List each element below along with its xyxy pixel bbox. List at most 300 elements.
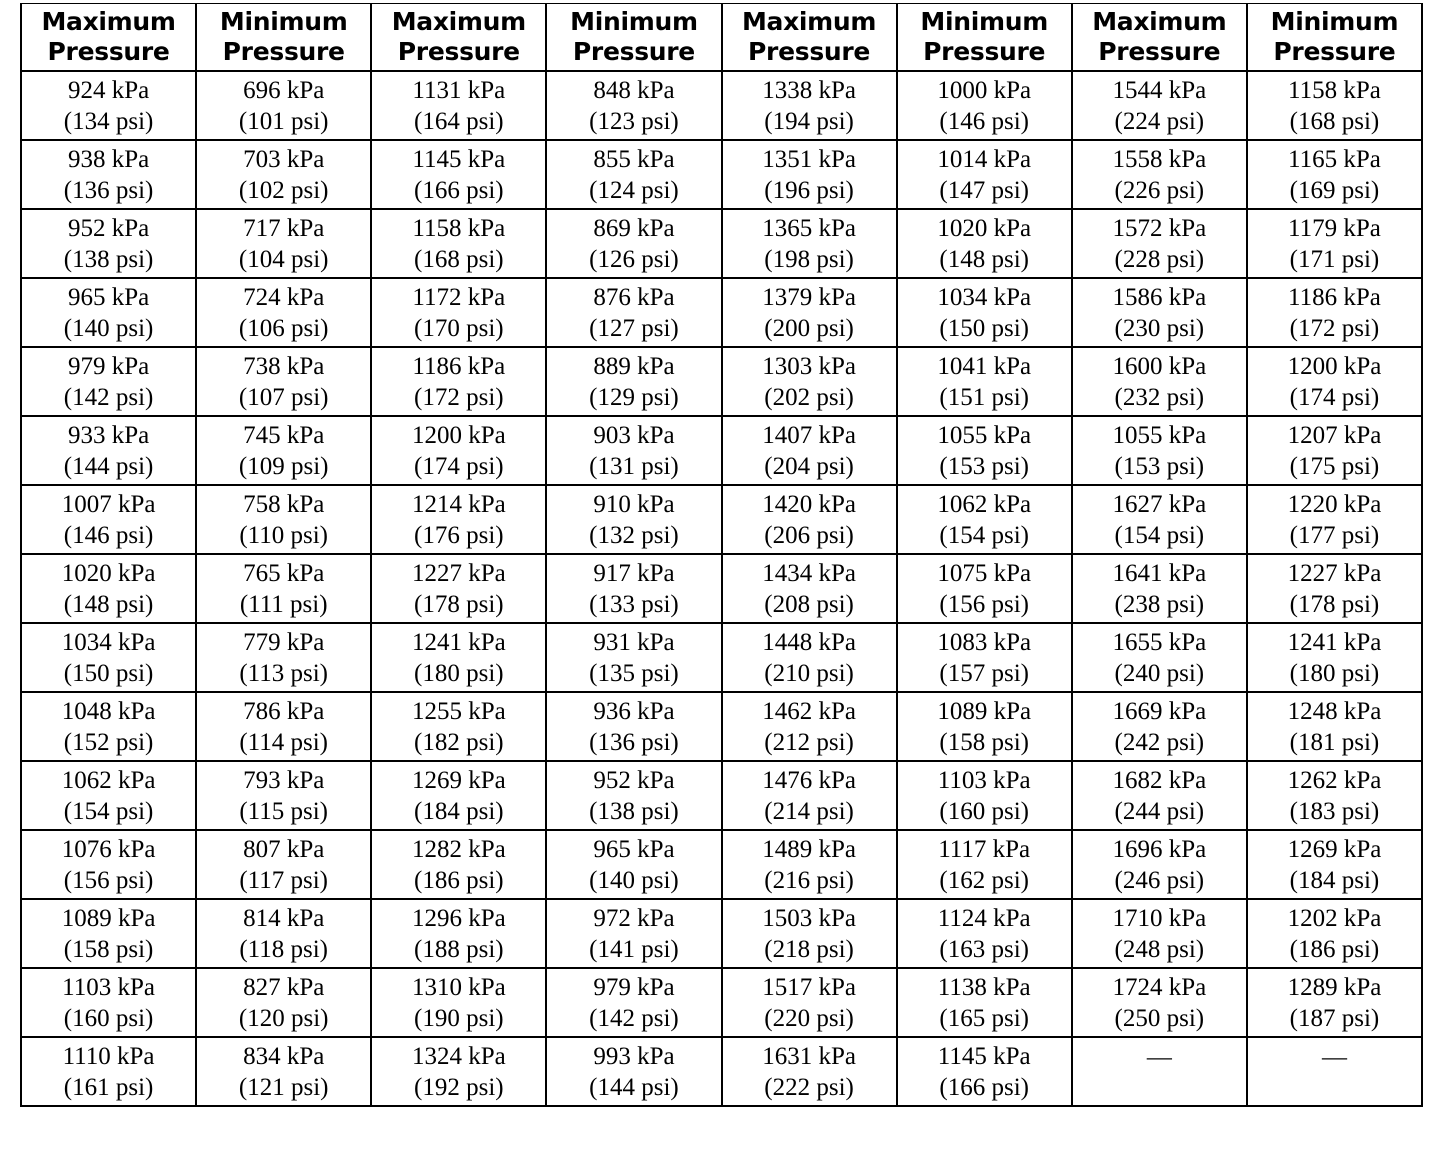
psi-value: (117 psi) — [239, 866, 329, 894]
kpa-value: 979 kPa — [593, 973, 675, 1001]
kpa-value: 814 kPa — [243, 904, 325, 932]
kpa-value: 1282 kPa — [411, 835, 506, 863]
psi-value: (160 psi) — [939, 797, 1029, 825]
kpa-value: 1696 kPa — [1112, 835, 1207, 863]
psi-value: (192 psi) — [414, 1073, 504, 1101]
kpa-value: 876 kPa — [593, 283, 675, 311]
psi-value: (138 psi) — [589, 797, 679, 825]
table-row — [21, 416, 1422, 485]
psi-value: (171 psi) — [1289, 245, 1380, 273]
kpa-value: 936 kPa — [593, 697, 675, 725]
table-row — [21, 554, 1422, 623]
table-cell — [21, 209, 196, 278]
kpa-value: 1572 kPa — [1112, 214, 1207, 242]
kpa-value: 1303 kPa — [762, 352, 856, 380]
table-cell — [371, 140, 546, 209]
table-cell — [546, 761, 721, 830]
kpa-value: 1062 kPa — [61, 766, 156, 794]
psi-value: (150 psi) — [63, 659, 154, 687]
psi-value: (162 psi) — [939, 866, 1029, 894]
kpa-value: 1075 kPa — [937, 559, 1032, 587]
kpa-value: 1489 kPa — [762, 835, 856, 863]
psi-value: (163 psi) — [939, 935, 1029, 963]
kpa-value: 1034 kPa — [937, 283, 1032, 311]
table-cell — [21, 71, 196, 140]
table-cell — [21, 554, 196, 623]
kpa-value: 1289 kPa — [1287, 973, 1382, 1001]
kpa-value: 848 kPa — [593, 76, 675, 104]
psi-value: (178 psi) — [1289, 590, 1380, 618]
psi-value: (186 psi) — [1289, 935, 1380, 963]
kpa-value: 1124 kPa — [937, 904, 1031, 932]
table-cell — [546, 416, 721, 485]
kpa-value: 1220 kPa — [1287, 490, 1382, 518]
table-cell — [722, 347, 897, 416]
kpa-value: 696 kPa — [243, 76, 325, 104]
table-cell — [196, 485, 371, 554]
table-cell — [546, 1037, 721, 1106]
table-cell — [1247, 71, 1422, 140]
psi-value: (134 psi) — [63, 107, 154, 135]
kpa-value: 1034 kPa — [61, 628, 156, 656]
table-cell — [196, 140, 371, 209]
table-cell — [722, 899, 897, 968]
table-cell — [196, 347, 371, 416]
table-cell — [196, 761, 371, 830]
table-cell — [722, 416, 897, 485]
pressure-table — [20, 3, 1423, 1107]
table-cell — [1072, 140, 1247, 209]
table-cell — [21, 347, 196, 416]
psi-value: (248 psi) — [1114, 935, 1205, 963]
kpa-value: 1062 kPa — [937, 490, 1032, 518]
table-cell — [21, 416, 196, 485]
psi-value: (144 psi) — [589, 1073, 679, 1101]
psi-value: (104 psi) — [238, 245, 329, 273]
kpa-value: 1627 kPa — [1112, 490, 1207, 518]
table-cell — [546, 485, 721, 554]
table-cell — [21, 485, 196, 554]
kpa-value: 965 kPa — [593, 835, 675, 863]
table-cell — [21, 899, 196, 968]
kpa-value: 717 kPa — [243, 214, 325, 242]
psi-value: (133 psi) — [589, 590, 679, 618]
psi-value: (158 psi) — [63, 935, 154, 963]
table-cell — [196, 209, 371, 278]
table-cell — [897, 623, 1072, 692]
kpa-value: 1131 kPa — [412, 76, 506, 104]
header-label-line1: Maximum — [41, 7, 176, 36]
table-cell — [21, 140, 196, 209]
psi-value: (142 psi) — [589, 1004, 679, 1032]
table-cell — [371, 209, 546, 278]
table-cell — [196, 1037, 371, 1106]
table-cell — [196, 278, 371, 347]
table-row — [21, 830, 1422, 899]
table-cell — [196, 554, 371, 623]
kpa-value: 993 kPa — [593, 1042, 675, 1070]
table-cell — [897, 347, 1072, 416]
table-cell — [1247, 554, 1422, 623]
table-cell — [897, 692, 1072, 761]
psi-value: (169 psi) — [1289, 176, 1380, 204]
psi-value: (175 psi) — [1289, 452, 1380, 480]
table-cell — [546, 968, 721, 1037]
table-cell — [371, 899, 546, 968]
kpa-value: 1503 kPa — [762, 904, 856, 932]
kpa-value: 924 kPa — [67, 76, 150, 104]
table-cell — [897, 278, 1072, 347]
kpa-value: 1448 kPa — [762, 628, 856, 656]
psi-value: (140 psi) — [589, 866, 679, 894]
table-cell — [897, 416, 1072, 485]
psi-value: (154 psi) — [1114, 521, 1205, 549]
table-cell — [546, 278, 721, 347]
psi-value: (212 psi) — [764, 728, 854, 756]
kpa-value: 1200 kPa — [1287, 352, 1382, 380]
table-cell — [546, 623, 721, 692]
table-cell — [371, 761, 546, 830]
psi-value: (102 psi) — [238, 176, 329, 204]
table-cell — [722, 1037, 897, 1106]
table-cell — [371, 485, 546, 554]
kpa-value: 1200 kPa — [411, 421, 506, 449]
table-cell — [722, 692, 897, 761]
column-header — [897, 4, 1072, 72]
table-cell — [546, 692, 721, 761]
kpa-value: 1324 kPa — [411, 1042, 506, 1070]
kpa-value: 1241 kPa — [411, 628, 506, 656]
kpa-value: 855 kPa — [593, 145, 675, 173]
table-cell — [371, 554, 546, 623]
kpa-value: 1558 kPa — [1112, 145, 1207, 173]
table-cell — [546, 209, 721, 278]
kpa-value: 1269 kPa — [1287, 835, 1382, 863]
kpa-value: 1269 kPa — [411, 766, 506, 794]
table-cell — [897, 485, 1072, 554]
table-cell — [897, 968, 1072, 1037]
table-body — [21, 71, 1422, 1106]
psi-value: (144 psi) — [63, 452, 154, 480]
psi-value: (244 psi) — [1114, 797, 1205, 825]
psi-value: (160 psi) — [63, 1004, 154, 1032]
table-header — [21, 4, 1422, 72]
header-row — [21, 4, 1422, 72]
kpa-value: 889 kPa — [593, 352, 675, 380]
column-header — [722, 4, 897, 72]
psi-value: (113 psi) — [239, 659, 329, 687]
table-row — [21, 485, 1422, 554]
kpa-value: 1255 kPa — [411, 697, 506, 725]
kpa-value: 1007 kPa — [61, 490, 156, 518]
table-cell — [1072, 692, 1247, 761]
psi-value: (157 psi) — [939, 659, 1029, 687]
header-label-line1: Maximum — [1092, 7, 1227, 36]
psi-value: (127 psi) — [589, 314, 679, 342]
kpa-value: 1048 kPa — [61, 697, 156, 725]
table-cell — [1072, 830, 1247, 899]
psi-value: (121 psi) — [238, 1073, 329, 1101]
column-header — [546, 4, 721, 72]
psi-value: (183 psi) — [1289, 797, 1380, 825]
psi-value: (240 psi) — [1114, 659, 1205, 687]
table-cell — [722, 761, 897, 830]
table-cell — [196, 692, 371, 761]
psi-value: (136 psi) — [589, 728, 679, 756]
header-label-line1: Minimum — [1270, 7, 1399, 36]
table-cell — [196, 71, 371, 140]
table-cell — [371, 347, 546, 416]
psi-value: (204 psi) — [764, 452, 854, 480]
table-row — [21, 140, 1422, 209]
pressure-table-container — [20, 3, 1423, 1107]
psi-value: (246 psi) — [1114, 866, 1205, 894]
table-row — [21, 71, 1422, 140]
header-label-line2: Pressure — [748, 37, 871, 66]
psi-value: (220 psi) — [764, 1004, 854, 1032]
column-header — [196, 4, 371, 72]
table-cell — [1247, 968, 1422, 1037]
kpa-value: 903 kPa — [593, 421, 675, 449]
table-cell — [722, 968, 897, 1037]
psi-value: (187 psi) — [1289, 1004, 1380, 1032]
table-cell — [897, 830, 1072, 899]
psi-value: (210 psi) — [764, 659, 854, 687]
psi-value: (224 psi) — [1114, 107, 1205, 135]
table-cell — [1247, 899, 1422, 968]
kpa-value: 703 kPa — [243, 145, 325, 173]
psi-value: (196 psi) — [764, 176, 854, 204]
table-cell — [722, 830, 897, 899]
kpa-value: 1158 kPa — [1288, 76, 1381, 104]
kpa-value: 1186 kPa — [412, 352, 506, 380]
kpa-value: 1020 kPa — [937, 214, 1032, 242]
kpa-value: 1462 kPa — [762, 697, 856, 725]
psi-value: (120 psi) — [238, 1004, 329, 1032]
psi-value: (177 psi) — [1289, 521, 1380, 549]
kpa-value: 1000 kPa — [937, 76, 1032, 104]
psi-value: (161 psi) — [63, 1073, 154, 1101]
kpa-value: 1631 kPa — [762, 1042, 856, 1070]
kpa-value: 1682 kPa — [1112, 766, 1207, 794]
kpa-value: 1724 kPa — [1112, 973, 1207, 1001]
table-cell — [1072, 968, 1247, 1037]
psi-value: (107 psi) — [238, 383, 329, 411]
kpa-value: 1145 kPa — [412, 145, 506, 173]
kpa-value: 1103 kPa — [937, 766, 1031, 794]
psi-value: (146 psi) — [939, 107, 1029, 135]
header-label-line2: Pressure — [923, 37, 1046, 66]
table-cell — [897, 140, 1072, 209]
kpa-value: 1296 kPa — [411, 904, 506, 932]
column-header — [1072, 4, 1247, 72]
kpa-value: 1165 kPa — [1288, 145, 1381, 173]
table-cell — [1072, 761, 1247, 830]
kpa-value: 1041 kPa — [937, 352, 1032, 380]
table-cell — [546, 140, 721, 209]
column-header — [21, 4, 196, 72]
kpa-value: 793 kPa — [243, 766, 325, 794]
table-row — [21, 968, 1422, 1037]
kpa-value: 1214 kPa — [411, 490, 506, 518]
kpa-value: 1407 kPa — [762, 421, 856, 449]
table-cell — [1072, 347, 1247, 416]
psi-value: (168 psi) — [1289, 107, 1380, 135]
table-cell — [196, 899, 371, 968]
psi-value: (140 psi) — [63, 314, 154, 342]
header-label-line2: Pressure — [572, 37, 695, 66]
table-row — [21, 209, 1422, 278]
psi-value: (202 psi) — [764, 383, 854, 411]
psi-value: (222 psi) — [764, 1073, 854, 1101]
psi-value: (150 psi) — [939, 314, 1029, 342]
kpa-value: 938 kPa — [67, 145, 150, 173]
psi-value: (172 psi) — [1289, 314, 1380, 342]
table-cell — [897, 761, 1072, 830]
table-cell — [21, 1037, 196, 1106]
header-label-line1: Minimum — [920, 7, 1048, 36]
kpa-value: 952 kPa — [593, 766, 675, 794]
table-cell — [897, 71, 1072, 140]
kpa-value: 1655 kPa — [1112, 628, 1207, 656]
psi-value: (146 psi) — [63, 521, 154, 549]
kpa-value: 807 kPa — [243, 835, 325, 863]
table-cell — [1072, 1037, 1247, 1106]
table-cell — [371, 968, 546, 1037]
table-cell — [1247, 692, 1422, 761]
psi-value: (126 psi) — [589, 245, 679, 273]
table-cell — [371, 830, 546, 899]
table-cell — [546, 71, 721, 140]
psi-value: (168 psi) — [414, 245, 504, 273]
table-row — [21, 899, 1422, 968]
kpa-value: 779 kPa — [243, 628, 325, 656]
psi-value: (142 psi) — [63, 383, 154, 411]
kpa-value: 758 kPa — [243, 490, 325, 518]
table-cell — [1072, 899, 1247, 968]
kpa-value: 1076 kPa — [61, 835, 156, 863]
kpa-value: 1434 kPa — [762, 559, 856, 587]
psi-value: (106 psi) — [238, 314, 329, 342]
table-cell — [371, 623, 546, 692]
psi-value: (250 psi) — [1114, 1004, 1205, 1032]
table-cell — [196, 623, 371, 692]
table-cell — [1072, 623, 1247, 692]
kpa-value: 910 kPa — [593, 490, 675, 518]
table-cell — [196, 968, 371, 1037]
psi-value: (190 psi) — [414, 1004, 504, 1032]
table-row — [21, 623, 1422, 692]
psi-value: (230 psi) — [1114, 314, 1205, 342]
kpa-value: 1544 kPa — [1112, 76, 1207, 104]
psi-value: (154 psi) — [63, 797, 154, 825]
header-label-line2: Pressure — [222, 37, 345, 66]
psi-value: (151 psi) — [939, 383, 1029, 411]
empty-cell-dash: — — [1321, 1044, 1347, 1071]
table-cell — [1247, 761, 1422, 830]
column-header — [371, 4, 546, 72]
header-label-line2: Pressure — [47, 37, 170, 66]
psi-value: (226 psi) — [1114, 176, 1205, 204]
kpa-value: 1310 kPa — [411, 973, 506, 1001]
psi-value: (164 psi) — [414, 107, 504, 135]
header-label-line2: Pressure — [1098, 37, 1221, 66]
table-row — [21, 347, 1422, 416]
header-label-line1: Maximum — [391, 7, 526, 36]
psi-value: (186 psi) — [414, 866, 504, 894]
table-cell — [21, 968, 196, 1037]
psi-value: (174 psi) — [414, 452, 504, 480]
table-cell — [1247, 830, 1422, 899]
table-row — [21, 761, 1422, 830]
psi-value: (214 psi) — [764, 797, 854, 825]
table-cell — [546, 899, 721, 968]
psi-value: (131 psi) — [589, 452, 679, 480]
kpa-value: 931 kPa — [593, 628, 675, 656]
table-cell — [546, 347, 721, 416]
kpa-value: 786 kPa — [243, 697, 325, 725]
header-label-line1: Maximum — [741, 7, 877, 36]
table-cell — [722, 554, 897, 623]
kpa-value: 1710 kPa — [1112, 904, 1207, 932]
kpa-value: 979 kPa — [67, 352, 150, 380]
table-cell — [1247, 278, 1422, 347]
psi-value: (181 psi) — [1289, 728, 1380, 756]
table-cell — [21, 761, 196, 830]
kpa-value: 1476 kPa — [762, 766, 856, 794]
kpa-value: 1055 kPa — [1112, 421, 1207, 449]
table-cell — [21, 692, 196, 761]
psi-value: (174 psi) — [1289, 383, 1380, 411]
table-cell — [196, 830, 371, 899]
psi-value: (198 psi) — [764, 245, 854, 273]
psi-value: (115 psi) — [239, 797, 329, 825]
table-cell — [1072, 485, 1247, 554]
table-cell — [897, 209, 1072, 278]
psi-value: (136 psi) — [63, 176, 154, 204]
psi-value: (216 psi) — [764, 866, 854, 894]
kpa-value: 1020 kPa — [61, 559, 156, 587]
kpa-value: 1179 kPa — [1288, 214, 1381, 242]
kpa-value: 1089 kPa — [937, 697, 1032, 725]
psi-value: (208 psi) — [764, 590, 854, 618]
table-cell — [722, 71, 897, 140]
empty-cell-dash: — — [1146, 1044, 1172, 1071]
kpa-value: 834 kPa — [243, 1042, 325, 1070]
table-cell — [371, 278, 546, 347]
table-cell — [1247, 485, 1422, 554]
kpa-value: 1145 kPa — [937, 1042, 1031, 1070]
psi-value: (129 psi) — [589, 383, 679, 411]
psi-value: (152 psi) — [63, 728, 154, 756]
psi-value: (156 psi) — [63, 866, 154, 894]
psi-value: (156 psi) — [939, 590, 1029, 618]
psi-value: (124 psi) — [589, 176, 679, 204]
kpa-value: 1641 kPa — [1112, 559, 1207, 587]
kpa-value: 738 kPa — [243, 352, 325, 380]
kpa-value: 1055 kPa — [937, 421, 1032, 449]
psi-value: (158 psi) — [939, 728, 1029, 756]
table-cell — [897, 1037, 1072, 1106]
table-cell — [1072, 278, 1247, 347]
kpa-value: 1207 kPa — [1287, 421, 1382, 449]
table-cell — [1072, 416, 1247, 485]
psi-value: (194 psi) — [764, 107, 854, 135]
table-cell — [722, 140, 897, 209]
kpa-value: 765 kPa — [243, 559, 325, 587]
kpa-value: 724 kPa — [243, 283, 325, 311]
kpa-value: 1338 kPa — [762, 76, 856, 104]
